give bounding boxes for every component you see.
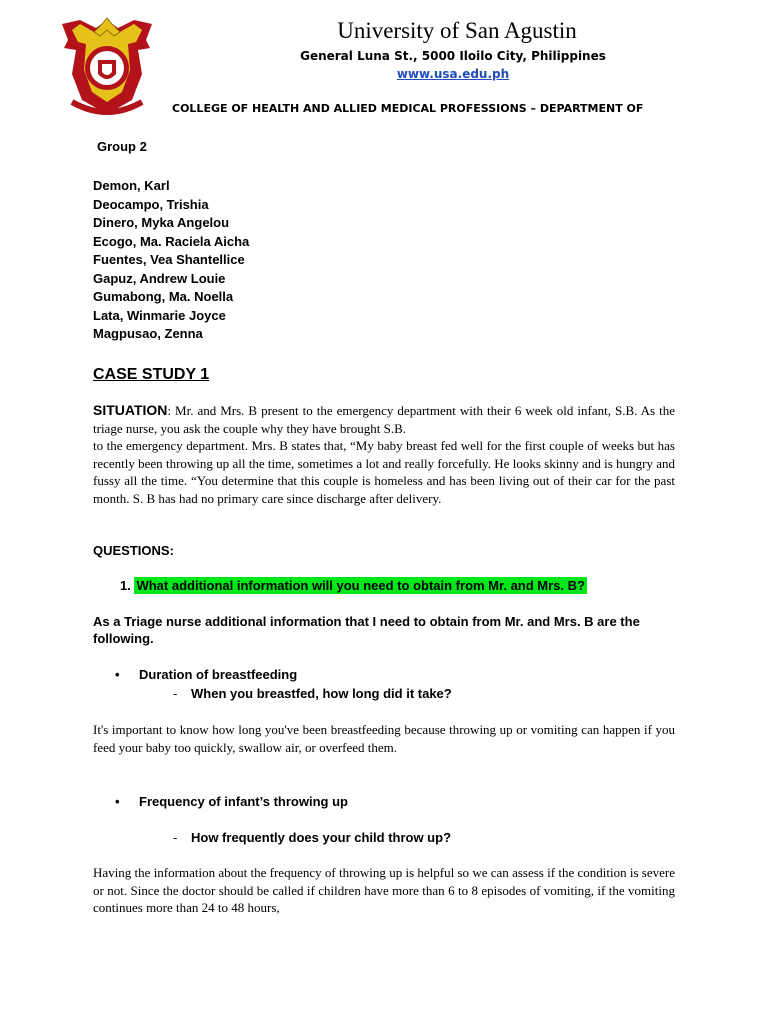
sub-question: When you breastfed, how long did it take? bbox=[191, 686, 452, 701]
sub-question: How frequently does your child throw up? bbox=[191, 830, 452, 845]
university-website-link[interactable]: www.usa.edu.ph bbox=[396, 67, 510, 81]
bullet-symbol: • bbox=[115, 794, 120, 809]
bullet-title: Frequency of infant’s throwing up bbox=[139, 794, 348, 809]
member-name: Demon, Karl bbox=[93, 178, 170, 193]
question-number: 1. bbox=[120, 578, 131, 593]
member-name: Dinero, Myka Angelou bbox=[93, 215, 230, 230]
member-name: Gapuz, Andrew Louie bbox=[93, 270, 226, 286]
bullet-item-duration bbox=[115, 667, 297, 683]
situation-paragraph bbox=[93, 402, 675, 507]
university-seal-logo bbox=[58, 14, 156, 118]
explanation-paragraph: Having the information about the frequency of throwing up is helpful so we can assess if the condition is severe or not. Since the doctor should be called if children have more than 6 to 8 episodes of vomiting, if the vomiting continues more than 24 to 48 hours, bbox=[93, 865, 675, 915]
member-name: Ecogo, Ma. Raciela Aicha bbox=[93, 233, 250, 249]
college-department-heading: COLLEGE OF HEALTH AND ALLIED MEDICAL PROFESSIONS – DEPARTMENT OF bbox=[172, 102, 644, 115]
member-name: Magpusao, Zenna bbox=[93, 326, 203, 341]
member-list bbox=[93, 177, 249, 344]
university-address: General Luna St., 5000 Iloilo City, Philippines bbox=[300, 49, 606, 63]
member-name: Gumabong, Ma. Noella bbox=[93, 289, 234, 304]
situation-label: SITUATION bbox=[93, 402, 168, 418]
answer-intro: As a Triage nurse additional information that I need to obtain from Mr. and Mrs. B are the following. bbox=[93, 614, 640, 646]
bullet-symbol: • bbox=[115, 667, 120, 682]
question-1 bbox=[120, 577, 587, 595]
explanation-paragraph: It's important to know how long you've been breastfeeding because throwing up or vomiting can happen if you feed your baby too quickly, swallow air, or overfeed them. bbox=[93, 722, 675, 755]
member-name: Deocampo, Trishia bbox=[93, 196, 209, 212]
group-label: Group 2 bbox=[97, 139, 147, 154]
dash-symbol: - bbox=[173, 686, 178, 701]
situation-text-line1: : Mr. and Mrs. B present to the emergency department with their 6 week old infant, S.B. As the triage nurse, you ask the couple why they have brought S.B. bbox=[93, 403, 675, 436]
bullet-item-frequency bbox=[115, 794, 348, 810]
questions-heading: QUESTIONS: bbox=[93, 543, 174, 558]
question-1-highlighted-text: What additional information will you need to obtain from Mr. and Mrs. B? bbox=[136, 578, 585, 593]
situation-text-line2: to the emergency department. Mrs. B states that, “My baby breast fed well for the first couple of weeks but has recently been throwing up all the time, sometimes a lot and really forcefully. He looks skinny and is hungry and fussy all the time. “You determine that this couple is homeless and has been living out of their car for the past month. S. B has had no primary care since discharge after delivery. bbox=[93, 438, 675, 506]
university-name: University of San Agustin bbox=[337, 18, 577, 43]
sub-item-frequency bbox=[173, 830, 451, 846]
bullet-title: Duration of breastfeeding bbox=[139, 667, 298, 682]
case-study-title: CASE STUDY 1 bbox=[93, 366, 210, 383]
dash-symbol: - bbox=[173, 830, 178, 845]
member-name: Fuentes, Vea Shantellice bbox=[93, 252, 245, 267]
member-name: Lata, Winmarie Joyce bbox=[93, 307, 226, 323]
sub-item-duration bbox=[173, 686, 452, 702]
